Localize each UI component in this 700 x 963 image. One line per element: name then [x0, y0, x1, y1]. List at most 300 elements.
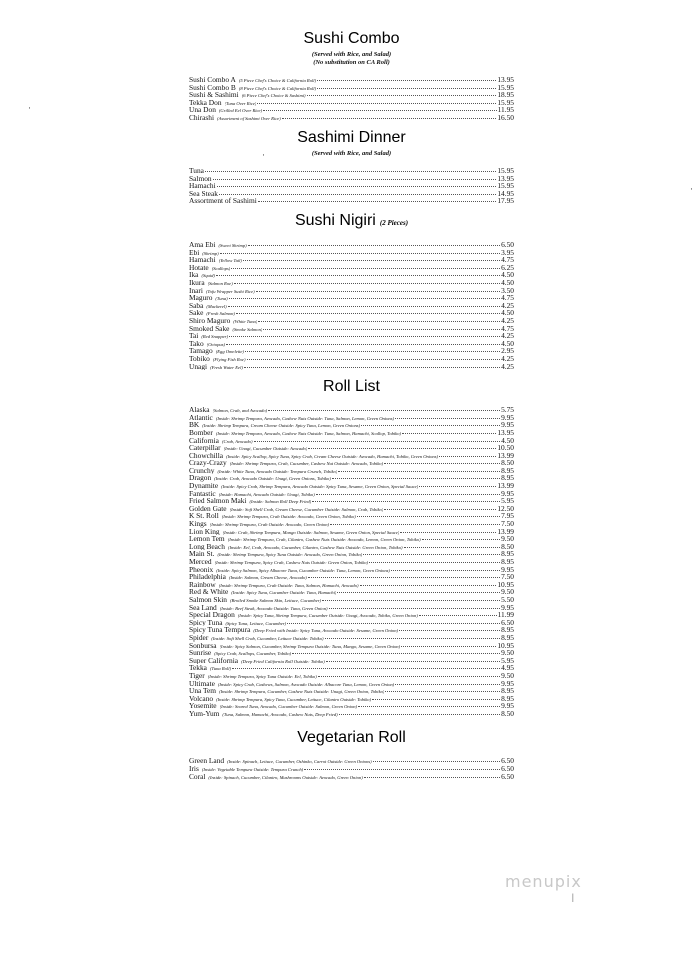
dot-leader [325, 638, 501, 639]
dot-leader [360, 585, 497, 586]
menu-item [189, 167, 514, 175]
item-description: (Inside: Eel, Crab, Avocado, Cucumber, Cilantro, Cashew Nuts Outside: Green Onion, Tobiko) [227, 544, 403, 550]
item-name: Sea Steak [189, 189, 218, 198]
item-name: Spicy Tuna [189, 618, 223, 627]
dot-leader [419, 486, 496, 487]
section-sashimi-dinner [189, 129, 514, 205]
item-description: (Inside: Soft Shell Crab, Cucumber, Lettuce Outside: Tobiko) [211, 635, 324, 641]
item-description: (Inside: Shrimp Tempura, Avocado, Cashew Nuts Outside: Tuna, Salmon, Hamachi, Scallop, Tobiko) [215, 430, 402, 436]
menu-item [189, 765, 514, 773]
section-title: Sushi Nigiri [294, 212, 376, 230]
item-description: (Inside: Salmon, Cream Cheese, Avocado) [228, 575, 307, 581]
dot-leader [205, 171, 496, 172]
menu-item [189, 626, 514, 634]
item-description: (Inside: Spicy Crab, Shrimp Tempura, Avocado Outside: Spicy Tuna, Sesame, Green Onion, Special Sauce) [221, 484, 419, 490]
dot-leader [243, 260, 500, 261]
item-price: 9.95 [501, 702, 514, 710]
dot-leader [292, 653, 500, 654]
item-name: Red & White [189, 588, 229, 596]
item-description: (Squid) [201, 273, 215, 279]
dot-leader [308, 577, 500, 578]
section-title: Sashimi Dinner [297, 128, 406, 146]
item-description: (Inside: Crab, Avocado Outside: Unagi, Green Onions, Tobiko) [214, 476, 331, 482]
item-list [189, 406, 514, 717]
item-name: Smoked Sake [189, 324, 230, 333]
item-description: (Inside: Shrimp Tempura, Cucumber, Cashew Nuts Outside: Unagi, Green Onion, Tobiko) [219, 689, 385, 695]
item-description: (Sweet Shrimp) [218, 243, 247, 249]
item-name: Spider [189, 633, 209, 642]
dot-leader [384, 463, 500, 464]
dot-leader [247, 359, 501, 360]
dot-leader [232, 668, 500, 669]
speck-mark: · [690, 184, 693, 194]
item-description: (Tofu Wrapper Sushi Rice) [205, 288, 255, 294]
item-name: Main St. [189, 550, 215, 558]
item-price: 4.75 [501, 256, 514, 264]
menu-item [189, 611, 514, 619]
menu-content [189, 30, 514, 780]
dot-leader [385, 691, 500, 692]
item-name: Long Beach [189, 542, 225, 551]
item-name: Hamachi [189, 256, 216, 264]
menu-item [189, 317, 514, 325]
menu-item [189, 680, 514, 688]
item-description: (Smoke Salmon) [232, 326, 263, 332]
item-price: 9.95 [501, 679, 514, 688]
dot-leader [369, 562, 500, 563]
item-price: 9.50 [501, 588, 514, 596]
menu-item [189, 687, 514, 695]
item-price: 4.25 [501, 316, 514, 325]
item-name: Pheonix [189, 565, 214, 574]
item-description: (Tuna Over Rice) [224, 100, 257, 106]
dot-leader [337, 592, 500, 593]
menu-item [189, 287, 514, 295]
item-name: Tiger [189, 671, 205, 680]
dot-leader [395, 418, 500, 419]
menu-item [189, 657, 514, 665]
item-name: Una Don [189, 106, 216, 114]
menu-item [189, 520, 514, 528]
item-name: Sushi Combo B [189, 83, 236, 92]
dot-leader [263, 329, 500, 330]
item-name: Ultimate [189, 679, 215, 688]
item-description: (Inside: Unagi, Cucumber Outside: Avocado) [223, 446, 308, 452]
menu-item [189, 197, 514, 205]
item-description: (Spicy Crab, Scallops, Cucumber, Tobiko) [214, 651, 292, 657]
item-name: Coral [189, 772, 206, 781]
menu-item [189, 490, 514, 498]
item-name: Tuna [189, 167, 204, 175]
item-name: Ama Ebi [189, 241, 216, 249]
section-roll-list [189, 378, 514, 717]
item-description: (Inside: Shrimp Tempura, Crab Outside: Avocado, Green Onion) [209, 522, 330, 528]
item-description: (Scallops) [211, 265, 231, 271]
item-price: 13.99 [497, 527, 514, 536]
menu-item [189, 114, 514, 122]
item-description: (Inside: Crab, Shrimp Tempura, Mango Outside: Salmon, Sesame, Green Onion, Special Sauce) [222, 529, 400, 535]
item-name: Dragon [189, 474, 212, 483]
item-price: 5.50 [501, 595, 514, 604]
item-price: 15.95 [497, 83, 514, 92]
dot-leader [220, 253, 500, 254]
menu-item [189, 309, 514, 317]
item-description: (White Tuna) [233, 318, 258, 324]
section-title: Vegetarian Roll [297, 729, 406, 747]
menu-item [189, 106, 514, 114]
dot-leader [373, 761, 500, 762]
item-price: 8.95 [501, 694, 514, 703]
speck-mark: · [262, 150, 265, 160]
menu-item [189, 302, 514, 310]
item-price: 9.50 [501, 649, 514, 657]
dot-leader [317, 88, 496, 89]
menu-item [189, 294, 514, 302]
menu-item [189, 256, 514, 264]
item-name: Fantastic [189, 489, 216, 498]
menu-item [189, 558, 514, 566]
item-name: Crunchy [189, 466, 215, 475]
item-price: 10.50 [497, 444, 514, 452]
dot-leader [400, 532, 496, 533]
item-name: Green Land [189, 757, 225, 766]
item-description: (Inside: Spicy Crab, Cashews, Salmon, Avocado Outside: Albacore Tuna, Lemon, Green Onion) [217, 681, 395, 687]
item-description: (Inside: Shrimp Tempura, Crab Outside: Avocado, Green Onion, Tobiko) [221, 514, 356, 520]
menu-item [189, 497, 514, 505]
dot-leader [308, 448, 496, 449]
item-price: 4.75 [501, 324, 514, 333]
item-price: 4.50 [501, 279, 514, 287]
item-price: 9.50 [501, 535, 514, 543]
dot-leader [263, 110, 497, 111]
item-name: Fried Salmon Maki [189, 497, 247, 505]
menu-item [189, 340, 514, 348]
menu-item [189, 279, 514, 287]
item-description: (Inside: Soft Shell Crab, Cream Cheese, Cucumber Outside: Salmon, Crab, Tobiko) [229, 506, 384, 512]
item-name: Tamago [189, 347, 213, 355]
item-price: 11.95 [497, 106, 514, 114]
item-price: 12.50 [497, 504, 514, 513]
menu-item [189, 566, 514, 574]
menu-item [189, 619, 514, 627]
item-name: Sunrise [189, 649, 212, 657]
item-price: 4.50 [501, 271, 514, 279]
menu-item [189, 642, 514, 650]
menu-item [189, 363, 514, 371]
dot-leader [245, 351, 500, 352]
item-name: Merced [189, 558, 212, 566]
item-description: (Fresh Water Eel) [210, 364, 243, 370]
menu-item [189, 505, 514, 513]
item-name: Sake [189, 309, 204, 317]
item-price: 7.95 [501, 512, 514, 521]
item-name: Ikura [189, 279, 205, 287]
item-description: (Inside: Shrimp Tempura, Spicy Tuna Outside: Eel, Tobiko) [207, 673, 317, 679]
section-title: Roll List [323, 378, 380, 396]
menu-item [189, 437, 514, 445]
item-description: (Egg Omelette) [215, 349, 244, 355]
item-description: (Yellow Tail) [218, 258, 242, 264]
menu-item [189, 190, 514, 198]
item-name: Tobiko [189, 354, 210, 363]
dot-leader [216, 275, 500, 276]
dot-leader [254, 441, 501, 442]
dot-leader [357, 516, 500, 517]
item-name: Sushi & Sashimi [189, 91, 239, 99]
item-description: (Flying Fish Roe) [212, 356, 246, 362]
menu-item [189, 702, 514, 710]
menu-item [189, 550, 514, 558]
item-price: 13.99 [497, 482, 514, 490]
item-price: 6.50 [501, 757, 514, 766]
menu-item [189, 421, 514, 429]
dot-leader [332, 478, 500, 479]
item-name: Tako [189, 339, 204, 348]
item-name: Sea Land [189, 603, 217, 612]
item-price: 7.50 [501, 520, 514, 528]
menu-item [189, 332, 514, 340]
menu-item [189, 414, 514, 422]
dot-leader [439, 456, 496, 457]
item-name: Hotate [189, 263, 209, 272]
menu-item [189, 664, 514, 672]
item-price: 9.95 [501, 603, 514, 612]
item-description: (Inside: Salmon Roll Deep Fried) [249, 499, 312, 505]
item-list [189, 757, 514, 780]
dot-leader [234, 283, 500, 284]
item-description: (Deep Fried with Inside: Spicy Tuna, Avocado Outside: Sesame, Green Onion) [253, 628, 399, 634]
item-name: Atlantic [189, 413, 213, 422]
menu-item [189, 757, 514, 765]
item-description: (Inside: Shrimp Tempura, Spicy Tuna Outside: Avocado, Green Onion, Tobiko) [217, 552, 363, 558]
item-name: Tai [189, 332, 199, 340]
item-price: 8.95 [501, 550, 514, 558]
dot-leader [404, 547, 501, 548]
item-description: (Inside: Spinach, Lettuce, Cucumber, Oshinko, Carrot Outside: Green Onions) [227, 759, 372, 765]
item-price: 6.25 [501, 263, 514, 272]
item-name: Iris [189, 765, 199, 773]
dot-leader [318, 676, 500, 677]
menu-item [189, 444, 514, 452]
item-price: 8.95 [501, 466, 514, 475]
dot-leader [401, 646, 496, 647]
dot-leader [258, 201, 497, 202]
menu-item [189, 710, 514, 718]
item-price: 4.25 [501, 354, 514, 363]
item-name: Salmon [189, 174, 212, 183]
dot-leader [363, 554, 500, 555]
menu-item [189, 649, 514, 657]
menu-item [189, 581, 514, 589]
item-description: (Inside: Shrimp Tempura, Spicy Crab, Cashew Nuts Outside: Green Onion, Tobiko) [214, 560, 369, 565]
item-name: Lemon Tem [189, 535, 225, 543]
item-list [189, 167, 514, 205]
item-price: 9.50 [501, 671, 514, 680]
item-price: 6.50 [501, 772, 514, 781]
dot-leader [304, 769, 500, 770]
item-name: Tekka [189, 664, 207, 672]
item-price: 3.50 [501, 286, 514, 295]
item-price: 13.99 [497, 451, 514, 460]
item-description: (5 Piece Chef's Choice & California Roll) [238, 78, 317, 83]
item-price: 8.95 [501, 474, 514, 483]
dot-leader [326, 661, 500, 662]
menu-item [189, 99, 514, 107]
item-price: 13.95 [497, 174, 514, 183]
item-description: (Inside: Spicy Salmon, Spicy Albacore Tuna, Cucumber Outside: Tuna, Lemon, Green Onions) [216, 567, 390, 573]
item-description: (Inside: Spicy Tuna, Cucumber Outside: Tuna, Hamachi) [231, 590, 337, 596]
menu-item [189, 482, 514, 490]
item-price: 18.95 [497, 91, 514, 99]
menu-item [189, 543, 514, 551]
dot-leader [419, 615, 497, 616]
item-price: 4.50 [501, 309, 514, 317]
item-name: Volcano [189, 694, 214, 703]
item-name: Ika [189, 271, 199, 279]
item-price: 10.95 [497, 580, 514, 589]
item-price: 8.50 [501, 459, 514, 467]
dot-leader [384, 509, 496, 510]
item-price: 13.95 [497, 428, 514, 437]
dot-leader [322, 600, 500, 601]
item-name: K St. Roll [189, 512, 219, 521]
item-description: (Inside: Spicy Scallop, Spicy Tuna, Spicy Crab, Cream Cheese Outside: Avocado, Hamachi, Tobiko, Green Onions) [226, 453, 439, 459]
speck-mark: | [572, 892, 574, 902]
item-list [189, 76, 514, 122]
section-note: (Served with Rice, and Salad) [311, 51, 392, 58]
item-price: 9.95 [501, 565, 514, 574]
item-name: Philadelphia [189, 573, 226, 581]
menu-item [189, 535, 514, 543]
item-price: 4.75 [501, 294, 514, 302]
item-description: (Inside: Seared Tuna, Avocado, Cucumber Outside: Salmon, Green Onion) [219, 704, 358, 710]
item-price: 7.50 [501, 573, 514, 581]
item-name: Tekka Don [189, 98, 222, 107]
item-description: (Spicy Tuna, Lettuce, Cucumber) [225, 620, 287, 626]
dot-leader [391, 570, 500, 571]
item-description: (Inside: Spicy Tuna, Shrimp Tempura, Cucumber Outside: Unagi, Avocado, Tobiko, Green Onion) [237, 613, 418, 619]
dot-leader [229, 336, 500, 337]
menu-item [189, 175, 514, 183]
item-name: Sonbursa [189, 641, 217, 650]
menu-item [189, 429, 514, 437]
item-description: (Assortment of Sashimi Over Rice) [217, 115, 281, 121]
item-description: (Inside: Hamachi, Avocado Outside: Unagi, Tobiko) [218, 491, 315, 497]
item-price: 15.95 [497, 167, 514, 175]
item-description: (Tuna, Salmon, Hamachi, Avocado, Cashew Nuts, Deep Fried) [222, 711, 338, 717]
dot-leader [330, 524, 500, 525]
item-description: (Crab, Avocado) [221, 438, 253, 444]
item-price: 17.95 [497, 197, 514, 206]
menu-item [189, 76, 514, 84]
item-price: 2.95 [501, 347, 514, 355]
dot-leader [268, 410, 500, 411]
item-description: (Mackerel) [206, 303, 227, 309]
item-price: 8.95 [501, 626, 514, 634]
item-price: 4.50 [501, 339, 514, 348]
menu-item [189, 182, 514, 190]
dot-leader [228, 306, 500, 307]
item-description: (Deep Fried California Roll Outside: Tobiko) [241, 658, 325, 664]
item-name: Yosemite [189, 702, 217, 710]
item-price: 3.95 [501, 248, 514, 257]
item-price: 4.50 [501, 436, 514, 445]
item-price: 4.95 [501, 664, 514, 672]
item-name: Yum-Yum [189, 709, 220, 718]
section-note: (Served with Rice, and Salad) [311, 149, 392, 157]
item-price: 8.50 [501, 709, 514, 718]
item-name: Rainbow [189, 580, 216, 589]
section-title-row [189, 212, 514, 232]
item-name: Caterpillar [189, 444, 221, 452]
dot-leader [361, 425, 500, 426]
menu-item [189, 474, 514, 482]
item-name: Crazy-Crazy [189, 459, 227, 467]
dot-leader [372, 699, 500, 700]
item-price: 5.75 [501, 406, 514, 414]
item-description: (Inside: Shrimp Tempura, Cream Cheese Outside: Spicy Tuna, Lemon, Green Onions) [202, 423, 361, 429]
dot-leader [338, 471, 500, 472]
menu-item [189, 249, 514, 257]
menu-item [189, 325, 514, 333]
item-name: Unagi [189, 362, 208, 371]
menu-item [189, 271, 514, 279]
section-vegetarian-roll [189, 729, 514, 780]
item-description: (Inside: Spinach, Cucumber, Cilantro, Mushrooms Outside: Avocado, Green Onion) [208, 774, 363, 780]
section-sushi-combo [189, 30, 514, 122]
dot-leader [258, 321, 500, 322]
dot-leader [307, 95, 497, 96]
item-price: 11.99 [497, 611, 514, 619]
item-price: 14.95 [497, 189, 514, 198]
item-description: (Inside: Shrimp Tempura, Crab, Cucumber, Cashew Nut Outside: Avocado, Tobiko) [229, 461, 384, 467]
item-name: Ebi [189, 248, 200, 257]
menu-item [189, 84, 514, 92]
item-description: (Salmon, Crab, and Avocado) [212, 408, 268, 414]
watermark-logo: menupix [505, 872, 582, 891]
item-description: (Inside: White Tuna, Avocado Outside: Tempura Crunch, Tobiko) [217, 468, 338, 474]
dot-leader [339, 714, 500, 715]
item-price: 4.25 [501, 301, 514, 310]
menu-item [189, 241, 514, 249]
menu-item [189, 512, 514, 520]
item-name: Saba [189, 301, 204, 310]
item-name: Alaska [189, 406, 210, 414]
item-price: 5.95 [501, 656, 514, 665]
item-price: 15.95 [497, 182, 514, 190]
dot-leader [217, 186, 497, 187]
item-list [189, 241, 514, 370]
item-name: Salmon Skin [189, 595, 227, 604]
menu-item [189, 573, 514, 581]
item-description: (Broiled Smoke Salmon Skin, Lettuce, Cucumber) [230, 597, 322, 603]
dot-leader [248, 245, 500, 246]
menu-item [189, 588, 514, 596]
dot-leader [256, 291, 500, 292]
item-price: 8.50 [501, 542, 514, 551]
item-name: Bomber [189, 428, 213, 437]
dot-leader [287, 623, 500, 624]
menu-item [189, 634, 514, 642]
item-description: (8 Piece Chef's Choice & California Roll) [238, 85, 317, 91]
section-sushi-nigiri [189, 212, 514, 370]
item-description: (Octopus) [206, 341, 226, 347]
dot-leader [402, 433, 496, 434]
dot-leader [364, 777, 500, 778]
item-price: 9.95 [501, 421, 514, 429]
dot-leader [358, 706, 500, 707]
item-price: 9.95 [501, 413, 514, 422]
